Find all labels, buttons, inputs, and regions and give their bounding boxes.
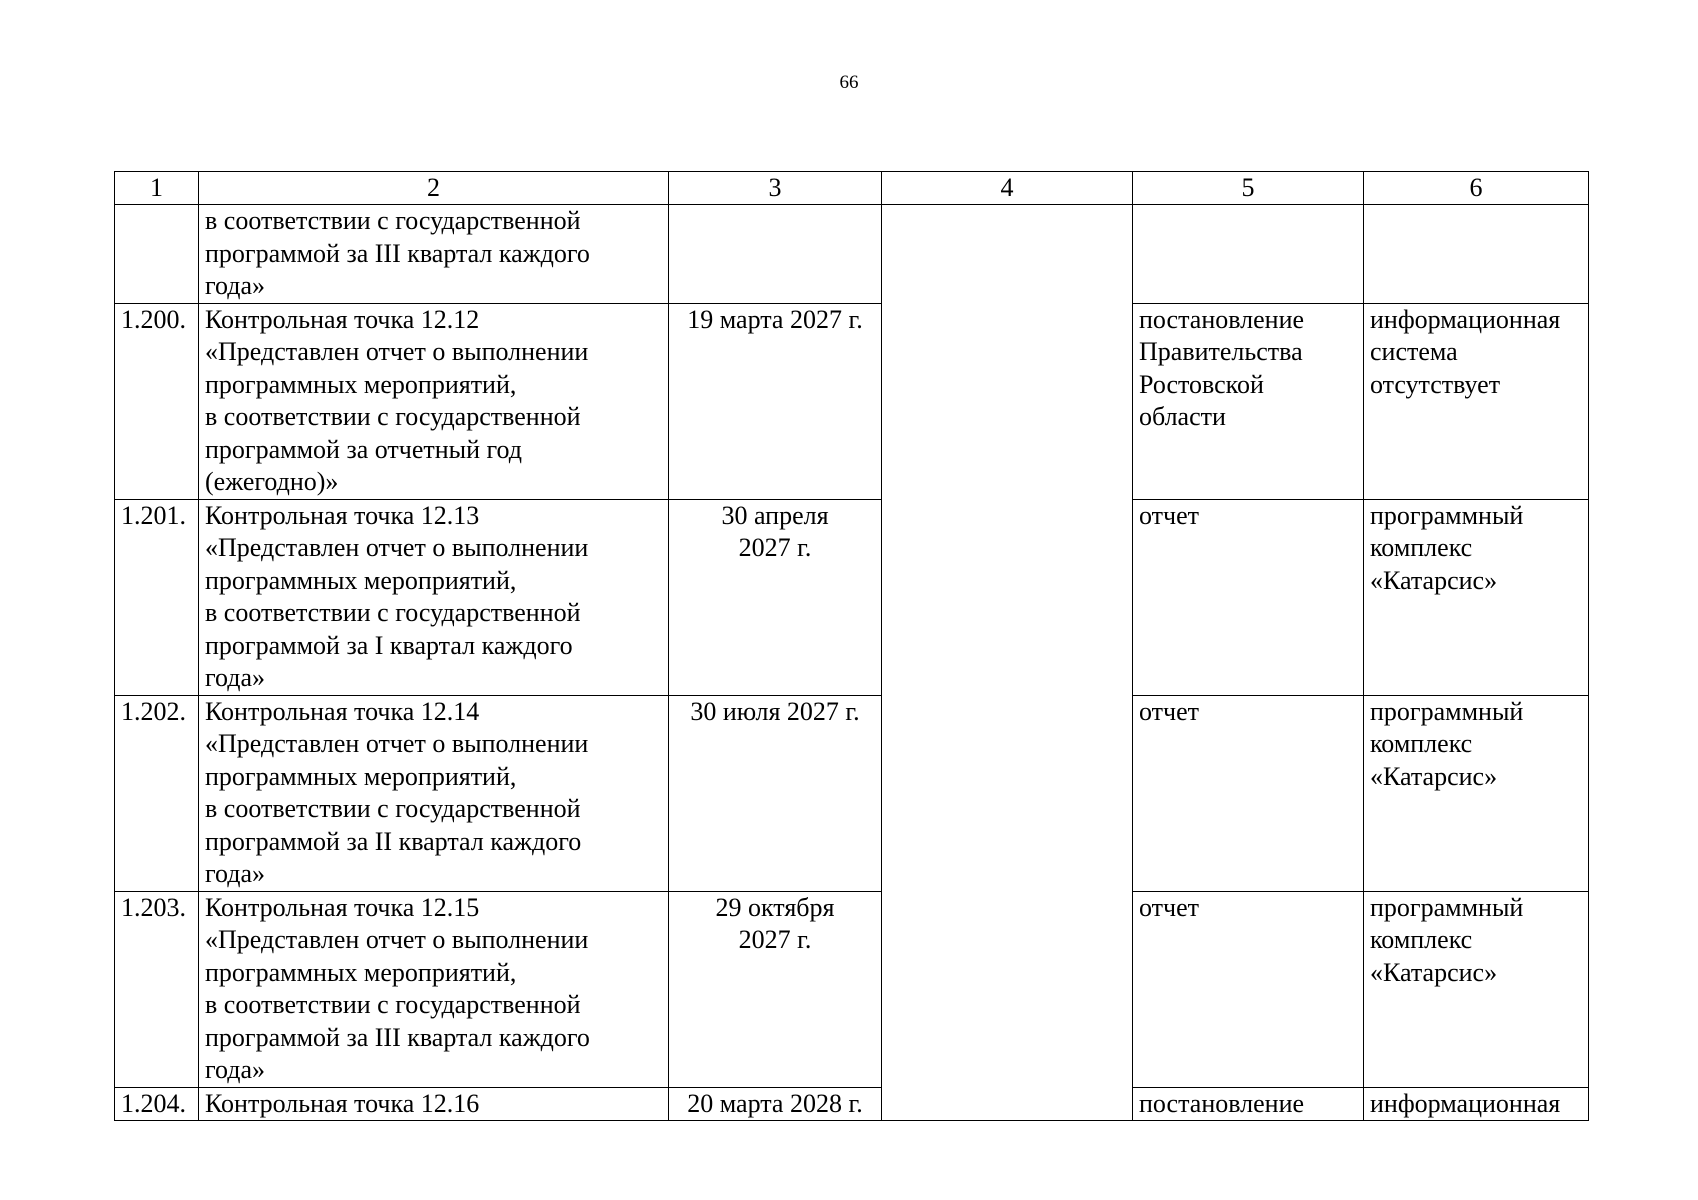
column-header: 4: [882, 172, 1133, 205]
information-system-cell-line: программный: [1370, 500, 1524, 530]
table-row: [115, 205, 1589, 304]
information-system-cell-line: программный: [1370, 696, 1524, 726]
document-type-cell-line: Правительства: [1139, 337, 1303, 366]
document-type-cell-line: отчет: [1139, 500, 1199, 530]
event-title-cell-line: «Представлен отчет о выполнении: [205, 533, 589, 562]
deadline-cell-line: 2027 г.: [738, 925, 812, 954]
information-system-cell: [1364, 1087, 1589, 1121]
information-system-cell: [1364, 205, 1589, 304]
page-number: 66: [839, 72, 859, 93]
information-system-cell: [1364, 891, 1589, 1087]
table-row: [115, 499, 1589, 695]
deadline-cell: [669, 499, 882, 695]
deadline-cell: [669, 1087, 882, 1121]
table-row: [115, 891, 1589, 1087]
event-title-cell: [199, 1087, 669, 1121]
information-system-cell: [1364, 499, 1589, 695]
event-title-cell-line: программой за II квартал каждого: [205, 826, 582, 856]
event-title-cell-line: «Представлен отчет о выполнении: [205, 925, 589, 954]
event-title-cell-line: года»: [205, 859, 266, 888]
table-row: [115, 1087, 1589, 1121]
document-type-cell: [1133, 695, 1364, 891]
information-system-cell-line: программный: [1370, 892, 1524, 922]
column-header: 3: [669, 172, 882, 205]
event-title-cell-line: Контрольная точка 12.15: [205, 892, 480, 922]
information-system-cell: [1364, 303, 1589, 499]
column-header: 5: [1133, 172, 1364, 205]
document-type-cell: [1133, 1087, 1364, 1121]
information-system-cell-line: «Катарсис»: [1370, 565, 1498, 595]
deadline-cell-line: 29 октября: [715, 892, 835, 922]
deadline-cell: [669, 205, 882, 304]
event-title-cell-line: программой за отчетный год: [205, 434, 523, 464]
deadline-cell-line: 30 июля 2027 г.: [690, 696, 860, 726]
document-type-cell-line: постановление: [1139, 1088, 1305, 1118]
event-title-cell-line: года»: [205, 1055, 266, 1084]
event-title-cell: [199, 891, 669, 1087]
deadline-cell: [669, 695, 882, 891]
row-number-cell: 1.204.: [115, 1087, 199, 1121]
document-type-cell: [1133, 303, 1364, 499]
document-type-cell-line: области: [1139, 402, 1226, 431]
event-title-cell-line: программных мероприятий,: [205, 565, 517, 595]
document-type-cell-line: постановление: [1139, 304, 1305, 334]
table-row: [115, 695, 1589, 891]
row-number-cell: 1.200.: [115, 303, 199, 499]
document-type-cell: [1133, 499, 1364, 695]
event-title-cell-line: «Представлен отчет о выполнении: [205, 729, 589, 758]
event-title-cell-line: в соответствии с государственной: [205, 794, 581, 823]
column-header: 2: [199, 172, 669, 205]
event-title-cell-line: программой за III квартал каждого: [205, 238, 590, 268]
information-system-cell-line: «Катарсис»: [1370, 957, 1498, 987]
document-type-cell-line: Ростовской: [1139, 369, 1264, 399]
deadline-cell: [669, 891, 882, 1087]
event-title-cell: [199, 303, 669, 499]
event-title-cell-line: программой за I квартал каждого: [205, 630, 573, 660]
information-system-cell-line: «Катарсис»: [1370, 761, 1498, 791]
event-title-cell-line: в соответствии с государственной: [205, 402, 581, 431]
table-body: [115, 205, 1589, 1121]
column-header: 1: [115, 172, 199, 205]
event-title-cell-line: Контрольная точка 12.16: [205, 1088, 480, 1118]
row-number-cell: 1.201.: [115, 499, 199, 695]
document-type-cell-line: отчет: [1139, 892, 1199, 922]
event-title-cell-line: в соответствии с государственной: [205, 990, 581, 1019]
information-system-cell-line: комплекс: [1370, 533, 1473, 562]
deadline-cell-line: 30 апреля: [721, 500, 829, 530]
information-system-cell: [1364, 695, 1589, 891]
event-title-cell-line: программных мероприятий,: [205, 761, 517, 791]
event-title-cell: [199, 205, 669, 304]
deadline-cell: [669, 303, 882, 499]
row-number-cell: [115, 205, 199, 304]
event-title-cell-line: Контрольная точка 12.13: [205, 500, 480, 530]
event-title-cell-line: «Представлен отчет о выполнении: [205, 337, 589, 366]
row-number-cell: 1.203.: [115, 891, 199, 1087]
event-title-cell: [199, 695, 669, 891]
event-title-cell-line: программных мероприятий,: [205, 369, 517, 399]
information-system-cell-line: комплекс: [1370, 729, 1473, 758]
event-title-cell-line: (ежегодно)»: [205, 467, 339, 496]
document-type-cell: [1133, 891, 1364, 1087]
deadline-cell-line: 20 марта 2028 г.: [687, 1088, 863, 1118]
event-title-cell-line: Контрольная точка 12.12: [205, 304, 480, 334]
event-title-cell-line: года»: [205, 271, 266, 300]
deadline-cell-line: 2027 г.: [738, 533, 812, 562]
event-title-cell-line: в соответствии с государственной: [205, 598, 581, 627]
event-title-cell-line: года»: [205, 663, 266, 692]
event-title-cell-line: в соответствии с государственной: [205, 206, 581, 235]
information-system-cell-line: система: [1370, 337, 1458, 366]
document-type-cell-line: отчет: [1139, 696, 1199, 726]
event-title-cell-line: Контрольная точка 12.14: [205, 696, 480, 726]
event-title-cell: [199, 499, 669, 695]
row-number-cell: 1.202.: [115, 695, 199, 891]
event-title-cell-line: программных мероприятий,: [205, 957, 517, 987]
document-table: [114, 171, 1589, 1121]
information-system-cell-line: комплекс: [1370, 925, 1473, 954]
document-type-cell: [1133, 205, 1364, 304]
table-header-row: [115, 172, 1589, 205]
column-header: 6: [1364, 172, 1589, 205]
information-system-cell-line: отсутствует: [1370, 369, 1501, 399]
event-title-cell-line: программой за III квартал каждого: [205, 1022, 590, 1052]
responsible-cell-merged: [882, 205, 1133, 1121]
information-system-cell-line: информационная: [1370, 1088, 1561, 1118]
deadline-cell-line: 19 марта 2027 г.: [687, 304, 863, 334]
table-row: [115, 303, 1589, 499]
information-system-cell-line: информационная: [1370, 304, 1561, 334]
